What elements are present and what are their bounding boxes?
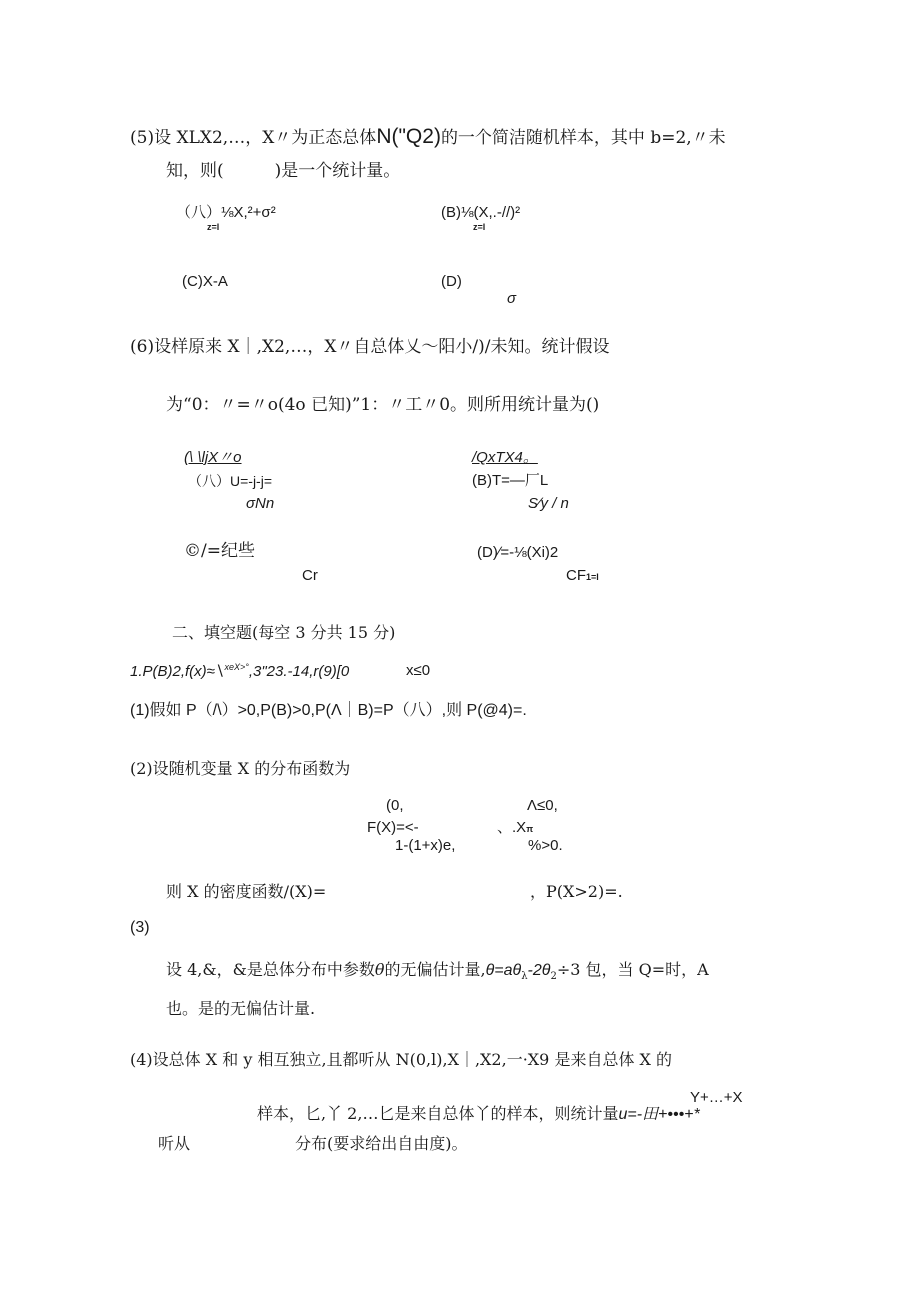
q5-option-b: (B)⅛(X,.-//)² [441, 204, 521, 221]
q6-option-c-denominator: Cr [302, 567, 318, 584]
fill3-line1-b: 的无偏估计量, [384, 960, 486, 979]
section2-line1 [130, 663, 349, 679]
q6-option-d-subscript: 1=l [586, 572, 599, 582]
fill4-line1: (4)设总体 X 和 y 相互独立,且都听从 N(0,l),X｜,X2,一·X9 是来自总体 X 的 [130, 1050, 673, 1069]
fill3-line1-c: ÷3 包，当 Q=时，A [556, 960, 709, 979]
fill3-sub2: 2 [550, 971, 557, 983]
q6-option-a: （八）U=-j-j= [188, 473, 273, 489]
q6-option-a-numerator: (\ \ljX〃o [184, 449, 242, 466]
q6-option-c: ©/=纪些 [184, 541, 255, 561]
section2-heading: 二、填空题(每空 3 分共 15 分) [172, 623, 396, 642]
fill4-line3-b: 分布(要求给出自由度)。 [295, 1134, 468, 1153]
fill2-line1: (2)设随机变量 X 的分布函数为 [130, 759, 351, 778]
q6-line2: 为“0：〃=〃o(4o 已知)”1：〃工〃0。则所用统计量为() [166, 395, 600, 415]
section2-line1-c: x≤0 [406, 662, 431, 679]
fill3-sub1: λ [521, 971, 528, 983]
q5-option-a-subscript: z=l [207, 222, 220, 232]
fill1-line: (1)假如 P（/\）>0,P(B)>0,P(Λ｜B)=P（八）,则 P(@4)=. [130, 702, 527, 719]
q5-option-d: (D) [441, 273, 462, 290]
q6-option-d: (D)∕=-⅛(Xi)2 [477, 544, 559, 561]
q5-option-d-sigma: σ [507, 290, 517, 307]
fill4-line2-text: 样本，匕,丫 2,…匕是来自总体丫的样本，则统计量 [257, 1104, 619, 1123]
fill2-mid [497, 820, 533, 835]
fill2-ask-prob: ，P(X>2)=. [530, 882, 623, 901]
q6-line1: (6)设样原来 X｜,X2,…，X〃自总体乂～阳小/)/未知。统计假设 [130, 337, 610, 357]
q5-line1-suffix: 的一个简洁随机样本，其中 b=2,〃未 [440, 128, 726, 148]
fill4-top-formula: Y+…+X [690, 1089, 743, 1106]
fill4-line3-a: 听从 [158, 1134, 191, 1153]
fill2-row3-right: %>0. [528, 837, 563, 854]
fill2-ask-density: 则 X 的密度函数/(X)= [166, 882, 327, 901]
fill2-mid-text: 、.X [497, 819, 527, 836]
q6-option-d-denominator [566, 568, 599, 583]
fill3-line1-a: 设 4,&，&是总体分布中参数 [166, 960, 375, 979]
fill4-line2-formula: u=-田+•••+* [618, 1106, 700, 1123]
q5-line1 [130, 126, 726, 147]
fill3-theta: θ [374, 960, 385, 979]
fill2-lhs: F(X)=<- [367, 819, 419, 836]
q6-option-d-cf: CF [566, 567, 586, 584]
fill4-line2 [257, 1106, 700, 1123]
fill3-formula: θ=aθ [485, 962, 522, 979]
q5-option-c: (C)X-A [182, 273, 228, 290]
fill2-mid-subscript: π [526, 824, 534, 834]
q5-option-a: （八）⅛X,²+σ² [176, 204, 276, 221]
fill2-brace: (0, [386, 797, 404, 814]
q5-line1-prefix: (5)设 XLX2,…，X〃为正态总体 [130, 128, 377, 148]
q6-option-b: (B)T=—厂L [472, 472, 549, 489]
fill2-case1: Λ≤0, [527, 797, 558, 814]
fill3-line2: 也。是的无偏估计量. [166, 999, 316, 1018]
q6-option-b-numerator: /QxTX4。 [472, 449, 538, 466]
section2-line1-a: 1.P(B)2,f(x)≈∖ [130, 663, 225, 680]
q6-option-b-denominator: S∕y / n [528, 495, 569, 512]
fill3-formula2: -2θ [527, 962, 551, 979]
fill3-label: (3) [130, 919, 150, 936]
q5-option-b-subscript: z=l [473, 222, 486, 232]
q6-option-a-denominator: σNn [246, 495, 275, 512]
fill3-line1 [166, 962, 709, 982]
fill2-row3-left: 1-(1+x)e, [395, 837, 456, 854]
q5-line2: 知，则( )是一个统计量。 [166, 161, 401, 181]
section2-line1-sup: xeX>° [224, 662, 249, 672]
section2-line1-b: ,3"23.-14,r(9)[0 [248, 663, 350, 680]
q5-line1-normal: N("Q2) [376, 125, 441, 148]
